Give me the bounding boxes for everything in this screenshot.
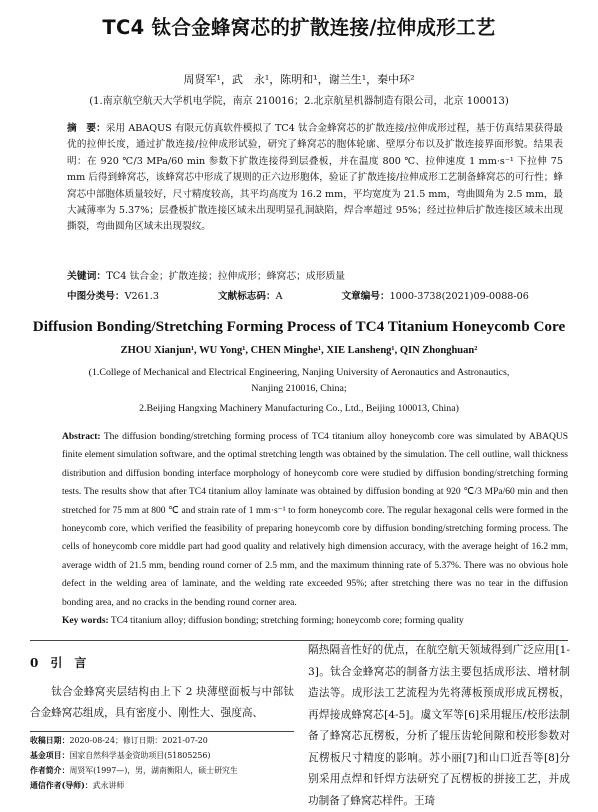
footnotes xyxy=(30,733,294,793)
footnote-funding: 基金项目：国家自然科学基金资助项目(51805256) xyxy=(30,751,211,760)
abstract-cn-label: 摘 要： xyxy=(67,123,106,134)
keywords-en-text: TC4 titanium alloy; diffusion bonding; stretching forming; honeycomb core; forming quality xyxy=(110,616,464,626)
authors-en: ZHOU Xianjun¹, WU Yong¹, CHEN Minghe¹, XIE Lansheng¹, QIN Zhonghuan² xyxy=(120,345,478,356)
abstract-en-text: The diffusion bonding/stretching forming process of TC4 titanium alloy honeycomb core was simulated by ABAQUS finite element simulation software, and the optimal stretching length was obtained by the simulation. The cell outline, wall thickness distribution and diffusion bonding interface morphology of honeycomb core were studied by diffusion bonding/stretching forming tests. The results show that after TC4 titanium alloy laminate was obtained by diffusion bonding at 920 ℃/3 MPa/60 min and then stretched for 75 mm at 800 ℃ and strain rate of 1 mm·s⁻¹ to form honeycomb core. The regular hexagonal cells were formed in the honeycomb core, which verified the feasibility of preparing honeycomb core by diffusion bonding/stretching forming process. The cells of honeycomb core middle part had good quality and relatively high dimension accuracy, with the average height of 16.2 mm, average width of 21.5 mm, bending round corner of 2.5 mm, and the maximum thinning rate of 5.37%. There was no obvious hole defect in the welding area of laminate, and the welding rate exceeded 95%; after stretching there was no tear in the diffusion bonding area, and no cracks in the bending round corner area. xyxy=(62,432,568,608)
abstract-cn-text: 采用 ABAQUS 有限元仿真软件模拟了 TC4 钛合金蜂窝芯的扩散连接/拉伸成形过程，基于仿真结果获得最优的拉伸长度，通过扩散连接/拉伸成形试验，研究了蜂窝芯的胞体轮廓、壁厚分布以及扩散连接界面形貌。结果表明：在 920 ℃/3 MPa/60 min 参数下扩散连接得到层叠板，并在温度 800 ℃、拉伸速度 1 mm·s⁻¹ 下拉伸 75 mm 后得到蜂窝芯，该蜂窝芯中形成了规则的正六边形胞体，验证了扩散连接/拉伸成形工艺制备蜂窝芯的可行性；蜂窝芯中部胞体质量较好，尺寸精度较高，其平均高度为 16.2 mm，平均宽度为 21.5 mm，弯曲圆角为 2.5 mm，最大减薄率为 5.37%；层叠板扩散连接区域未出现明显孔洞缺陷，焊合率超过 95%；经过拉伸后扩散连接区域未出现撕裂，弯曲圆角区域未出现裂纹。 xyxy=(67,123,563,233)
paper-title-cn: TC4 钛合金蜂窝芯的扩散连接/拉伸成形工艺 xyxy=(102,16,496,39)
affiliation-en-1: (1.College of Mechanical and Electrical Engineering, Nanjing University of Aeronautics and Astronautics, Nanjing 210016, China; xyxy=(88,367,510,394)
footnote-author-bio: 作者简介：周贤军(1997—)，男，湖南衡阳人，硕士研究生 xyxy=(30,766,238,775)
body-text-left-column: 钛合金蜂窝夹层结构由上下 2 块薄壁面板与中部钛合金蜂窝芯组成，具有密度小、刚性大、强度高、 xyxy=(30,686,294,719)
authors-cn: 周贤军¹，武 永¹，陈明和¹，谢兰生¹，秦中环² xyxy=(183,73,415,86)
abstract-en-label: Abstract: xyxy=(62,432,101,442)
footnote-received: 收稿日期：2020-08-24；修订日期：2021-07-20 xyxy=(30,736,208,745)
article-meta xyxy=(67,288,585,302)
article-number: 文章编号：1000-3738(2021)09-0088-06 xyxy=(341,291,529,302)
keywords-cn xyxy=(67,268,563,282)
keywords-en xyxy=(62,616,568,626)
clc-code: 中图分类号：V261.3 xyxy=(67,291,159,302)
affiliation-en-2: 2.Beijing Hangxing Machinery Manufacturing Co., Ltd., Beijing 100013, China) xyxy=(139,403,459,414)
footnote-rule xyxy=(30,731,294,732)
footnote-corresponding-author: 通信作者(导师)：武永讲师 xyxy=(30,781,125,790)
body-text-right-column: 隔热隔音性好的优点，在航空航天领域得到广泛应用[1-3]。钛合金蜂窝芯的制备方法主要包括成形法、增材制造法等。成形法工艺流程为先将薄板预成形成瓦楞板，再焊接成蜂窝芯[4-5]。虞文军等[6]采用辊压/校形法制备了蜂窝芯瓦楞板，分析了辊压齿轮间隙和校形参数对瓦楞板尺寸精度的影响。苏小丽[7]和山口近吾等[8]分别采用点焊和钎焊方法研究了瓦楞板的拼接工艺，并成功制备了蜂窝芯样件。王琦 xyxy=(308,644,570,807)
keywords-cn-text: TC4 钛合金；扩散连接；拉伸成形；蜂窝芯；成形质量 xyxy=(106,271,346,282)
keywords-en-label: Key words: xyxy=(62,616,109,626)
abstract-en xyxy=(62,428,568,612)
affiliation-cn: (1.南京航空航天大学机电学院，南京 210016；2.北京航星机器制造有限公司，北京 100013) xyxy=(89,96,509,107)
paper-title-en: Diffusion Bonding/Stretching Forming Process of TC4 Titanium Honeycomb Core xyxy=(32,318,566,335)
abstract-cn xyxy=(67,121,563,236)
section-heading-introduction: 0 引 言 xyxy=(30,656,87,670)
document-code: 文献标志码：A xyxy=(218,291,283,302)
keywords-cn-label: 关键词： xyxy=(67,271,107,282)
